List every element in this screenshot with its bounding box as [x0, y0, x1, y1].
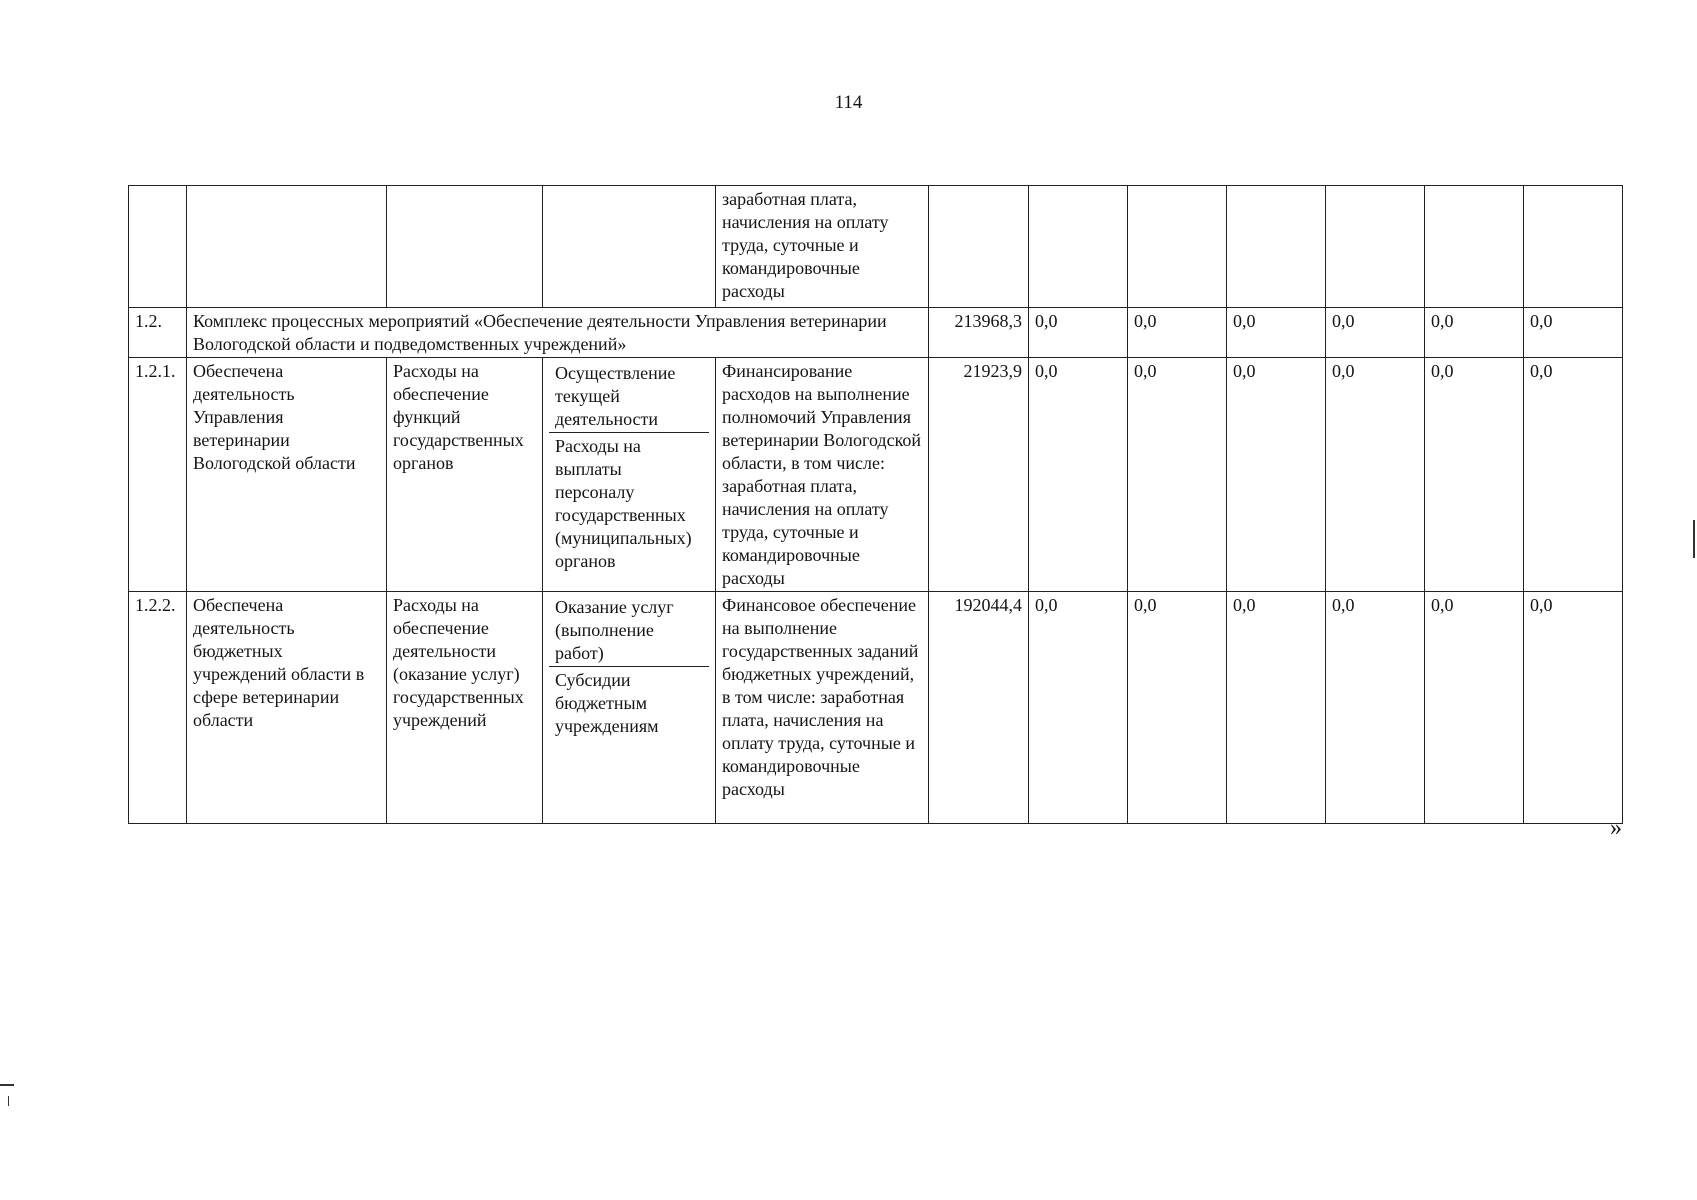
- table-row-1-2-2: [129, 592, 1623, 824]
- year-value: 0,0: [1227, 308, 1326, 358]
- cell-value: [1029, 186, 1128, 308]
- direction-top: Осуществление текущей деятельности: [549, 360, 709, 433]
- description-text: Финансирование расходов на выполнение полномочий Управления ветеринарии Вологодской области, в том числе: заработная плата, начисления на оплату труда, суточные и командировочные расходы: [716, 358, 929, 592]
- year-value: 0,0: [1227, 592, 1326, 824]
- year-value: 0,0: [1029, 358, 1128, 592]
- year-value: 0,0: [1227, 358, 1326, 592]
- closing-quote-mark: »: [1610, 815, 1622, 841]
- row-number: 1.2.: [129, 308, 187, 358]
- row-number: 1.2.2.: [129, 592, 187, 824]
- direction-bottom: Субсидии бюджетным учреждениям: [555, 670, 659, 736]
- section-title: Комплекс процессных мероприятий «Обеспечение деятельности Управления ветеринарии Вологодской области и подведомственных учреждений»: [187, 308, 929, 358]
- cell-number: [129, 186, 187, 308]
- total-value: 192044,4: [929, 592, 1029, 824]
- description-text: Финансовое обеспечение на выполнение государственных заданий бюджетных учреждений, в том числе: заработная плата, начисления на оплату труда, суточные и командировочные расходы: [716, 592, 929, 824]
- cell-value: [1326, 186, 1425, 308]
- year-value: 0,0: [1425, 592, 1524, 824]
- year-value: 0,0: [1425, 308, 1524, 358]
- year-value: 0,0: [1128, 592, 1227, 824]
- year-value: 0,0: [1326, 592, 1425, 824]
- expense-type-text: Расходы на обеспечение деятельности (оказание услуг) государственных учреждений: [387, 592, 543, 824]
- cell-value: [1425, 186, 1524, 308]
- scan-edge-mark: [1693, 520, 1695, 558]
- page-number: 114: [834, 92, 863, 113]
- result-text: Обеспечена деятельность бюджетных учреждений области в сфере ветеринарии области: [187, 592, 387, 824]
- total-value: 21923,9: [929, 358, 1029, 592]
- scan-edge-mark: [8, 1096, 9, 1106]
- table-row-1-2: [129, 308, 1623, 358]
- year-value: 0,0: [1128, 358, 1227, 592]
- direction-cell: [543, 592, 716, 824]
- year-value: 0,0: [1524, 592, 1623, 824]
- direction-bottom: Расходы на выплаты персоналу государственных (муниципальных) органов: [555, 436, 692, 571]
- year-value: 0,0: [1029, 592, 1128, 824]
- direction-cell: [543, 358, 716, 592]
- cell-direction: [543, 186, 716, 308]
- direction-top: Оказание услуг (выполнение работ): [549, 594, 709, 667]
- cell-value: [1227, 186, 1326, 308]
- expense-type-text: Расходы на обеспечение функций государственных органов: [387, 358, 543, 592]
- year-value: 0,0: [1524, 358, 1623, 592]
- total-value: 213968,3: [929, 308, 1029, 358]
- year-value: 0,0: [1029, 308, 1128, 358]
- cell-description: заработная плата, начисления на оплату труда, суточные и командировочные расходы: [716, 186, 929, 308]
- result-text: Обеспечена деятельность Управления ветеринарии Вологодской области: [187, 358, 387, 592]
- year-value: 0,0: [1425, 358, 1524, 592]
- year-value: 0,0: [1326, 308, 1425, 358]
- cell-value: [1128, 186, 1227, 308]
- cell-result: [187, 186, 387, 308]
- budget-table: [128, 185, 1623, 824]
- year-value: 0,0: [1128, 308, 1227, 358]
- table-row-continuation: [129, 186, 1623, 308]
- cell-total: [929, 186, 1029, 308]
- row-number: 1.2.1.: [129, 358, 187, 592]
- cell-expense-type: [387, 186, 543, 308]
- year-value: 0,0: [1524, 308, 1623, 358]
- year-value: 0,0: [1326, 358, 1425, 592]
- cell-value: [1524, 186, 1623, 308]
- table-row-1-2-1: [129, 358, 1623, 592]
- scan-edge-mark: [0, 1084, 14, 1086]
